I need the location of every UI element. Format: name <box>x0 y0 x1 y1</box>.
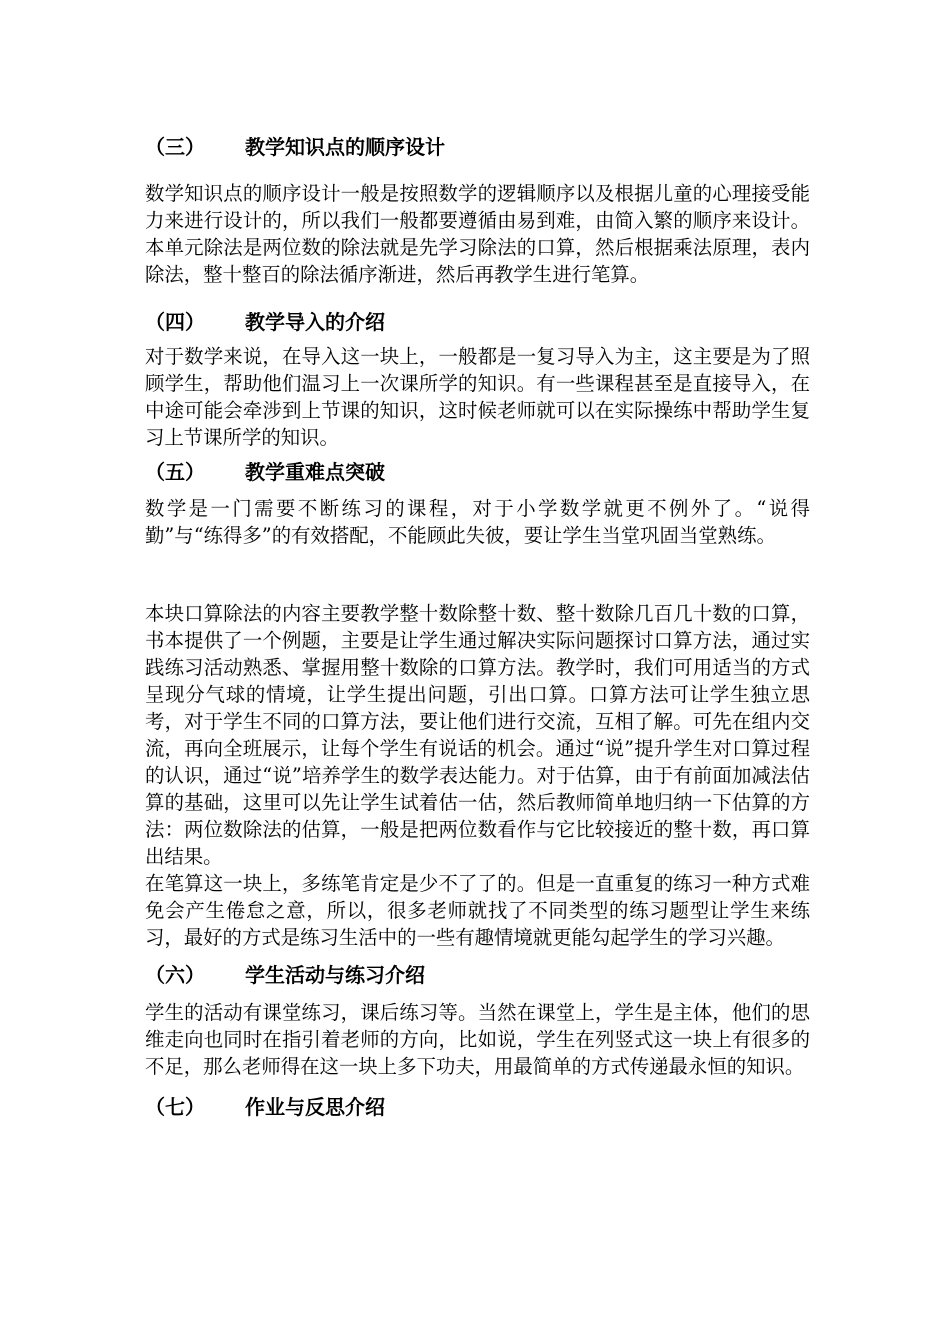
section-heading-6 <box>145 960 810 990</box>
section-title: 教学知识点的顺序设计 <box>245 135 445 159</box>
section-number: （六） <box>145 963 205 987</box>
section-heading-5 <box>145 457 810 487</box>
section-heading-7 <box>145 1092 810 1122</box>
paragraph: 对于数学来说，在导入这一块上，一般都是一复习导入为主，这主要是为了照顾学生，帮助他们温习上一次课所学的知识。有一些课程甚至是直接导入，在中途可能会牵涉到上节课的知识，这时候老师就可以在实际操练中帮助学生复习上节课所学的知识。 <box>145 345 810 449</box>
section-number: （四） <box>145 310 205 334</box>
section-heading-4 <box>145 307 810 337</box>
paragraph: 数学是一门需要不断练习的课程，对于小学数学就更不例外了。“说得勤”与“练得多”的有效搭配，不能顾此失彼，要让学生当堂巩固当堂熟练。 <box>145 497 810 547</box>
paragraph: 学生的活动有课堂练习，课后练习等。当然在课堂上，学生是主体，他们的思维走向也同时在指引着老师的方向，比如说，学生在列竖式这一块上有很多的不足，那么老师得在这一块上多下功夫，用最简单的方式传递最永恒的知识。 <box>145 1001 810 1078</box>
section-heading-3 <box>145 132 810 162</box>
section-title: 教学导入的介绍 <box>245 310 385 334</box>
section-title: 教学重难点突破 <box>245 460 385 484</box>
paragraph: 数学知识点的顺序设计一般是按照数学的逻辑顺序以及根据儿童的心理接受能力来进行设计的，所以我们一般都要遵循由易到难，由简入繁的顺序来设计。本单元除法是两位数的除法就是先学习除法的口算，然后根据乘法原理，表内除法，整十整百的除法循序渐进，然后再教学生进行笔算。 <box>145 182 810 286</box>
paragraph: 本块口算除法的内容主要教学整十数除整十数、整十数除几百几十数的口算，书本提供了一个例题，主要是让学生通过解决实际问题探讨口算方法，通过实践练习活动熟悉、掌握用整十数除的口算方法。教学时，我们可用适当的方式呈现分气球的情境，让学生提出问题，引出口算。口算方法可让学生独立思考，对于学生不同的口算方法，要让他们进行交流，互相了解。可先在组内交流，再向全班展示，让每个学生有说话的机会。通过“说”提升学生对口算过程的认识，通过“说”培养学生的数学表达能力。对于估算，由于有前面加减法估算的基础，这里可以先让学生试着估一估，然后教师简单地归纳一下估算的方法：两位数除法的估算，一般是把两位数看作与它比较接近的整十数，再口算出结果。 <box>145 602 810 868</box>
section-title: 学生活动与练习介绍 <box>245 963 425 987</box>
section-title: 作业与反思介绍 <box>245 1095 385 1119</box>
document-body <box>145 132 810 1122</box>
section-number: （七） <box>145 1095 205 1119</box>
section-number: （三） <box>145 135 205 159</box>
paragraph: 在笔算这一块上，多练笔肯定是少不了了的。但是一直重复的练习一种方式难免会产生倦怠之意，所以，很多老师就找了不同类型的练习题型让学生来练习，最好的方式是练习生活中的一些有趣情境就更能勾起学生的学习兴趣。 <box>145 872 810 949</box>
section-number: （五） <box>145 460 205 484</box>
